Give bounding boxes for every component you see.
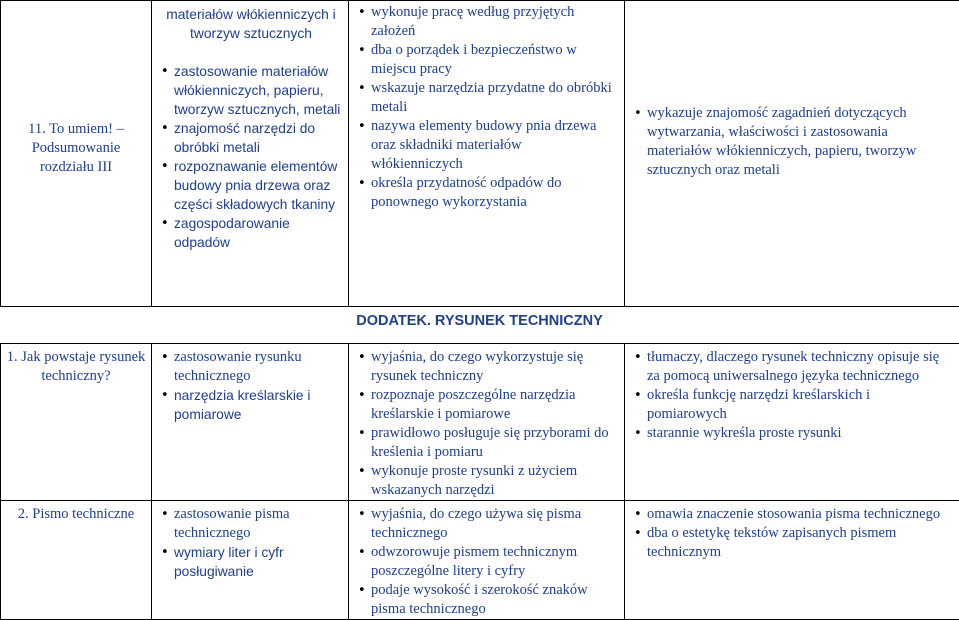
extended-requirements-cell [625,501,959,620]
list-item: • omawia znaczenie stosowania pisma technicznego [633,505,951,524]
basic-list [349,1,624,212]
content-list [160,62,342,252]
content-list [152,344,348,424]
extended-requirements-cell [625,1,959,307]
list-item: • rozpoznaje poszczególne narzędzia kreślarskie i pomiarowe [357,386,616,424]
basic-requirements-cell [349,344,625,501]
list-item: • wskazuje narzędzia przydatne do obróbki metali [357,79,616,117]
list-item: • starannie wykreśla proste rysunki [633,424,951,443]
topic-text: 11. To umiem! – Podsumowanie rozdziału III [1,120,151,177]
content-cell [152,501,349,620]
basic-list [349,344,624,500]
section-heading: DODATEK. RYSUNEK TECHNICZNY [0,313,959,329]
topic-cell [1,1,152,307]
content-intro: materiałów włókienniczych i tworzyw sztucznych [160,5,342,43]
basic-list [349,501,624,619]
list-item: • wyjaśnia, do czego używa się pisma technicznego [357,505,616,543]
list-item: • odwzorowuje pismem technicznym poszczególne litery i cyfry [357,543,616,581]
list-item: • dba o estetykę tekstów zapisanych pismem technicznym [633,524,951,562]
list-item: • zastosowanie materiałów włókienniczych, papieru, tworzyw sztucznych, metali [160,62,342,119]
extended-requirements-cell [625,344,959,501]
list-item: • nazywa elementy budowy pnia drzewa oraz składniki materiałów włókienniczych [357,117,616,174]
list-item: • zagospodarowanie odpadów [160,214,342,252]
list-item: • określa przydatność odpadów do ponownego wykorzystania [357,174,616,212]
list-item: • dba o porządek i bezpieczeństwo w miejscu pracy [357,41,616,79]
curriculum-table-top [0,0,959,307]
curriculum-table-bottom [0,343,959,620]
table-row [1,344,959,501]
extended-list [625,104,959,180]
list-item: • zastosowanie pisma technicznego [160,505,342,543]
basic-requirements-cell [349,1,625,307]
table-row [1,1,959,307]
list-item: • określa funkcję narzędzi kreślarskich i pomiarowych [633,386,951,424]
basic-requirements-cell [349,501,625,620]
list-item: • rozpoznawanie elementów budowy pnia drzewa oraz części składowych tkaniny [160,157,342,214]
list-item: • narzędzia kreślarskie i pomiarowe [160,386,342,424]
list-item: • wymiary liter i cyfr posługiwanie [160,543,342,581]
extended-list [625,501,959,562]
table-row [1,501,959,620]
content-cell [152,1,349,307]
topic-cell [1,344,152,501]
list-item: • tłumaczy, dlaczego rysunek techniczny opisuje się za pomocą uniwersalnego języka technicznego [633,348,951,386]
topic-cell [1,501,152,620]
content-list [152,501,348,581]
extended-list [625,344,959,443]
list-item: • podaje wysokość i szerokość znaków pisma technicznego [357,581,616,619]
list-item: • wykonuje proste rysunki z użyciem wskazanych narzędzi [357,462,616,500]
topic-text: 2. Pismo techniczne [1,501,151,524]
content-cell [152,344,349,501]
list-item: • wyjaśnia, do czego wykorzystuje się rysunek techniczny [357,348,616,386]
list-item: • wykonuje pracę według przyjętych założeń [357,3,616,41]
list-item: • wykazuje znajomość zagadnień dotyczących wytwarzania, właściwości i zastosowania materiałów włókienniczych, papieru, tworzyw sztucznych oraz metali [633,104,951,180]
list-item: • zastosowanie rysunku technicznego [160,348,342,386]
list-item: • znajomość narzędzi do obróbki metali [160,119,342,157]
list-item: • prawidłowo posługuje się przyborami do kreślenia i pomiaru [357,424,616,462]
topic-text: 1. Jak powstaje rysunek techniczny? [1,344,151,386]
